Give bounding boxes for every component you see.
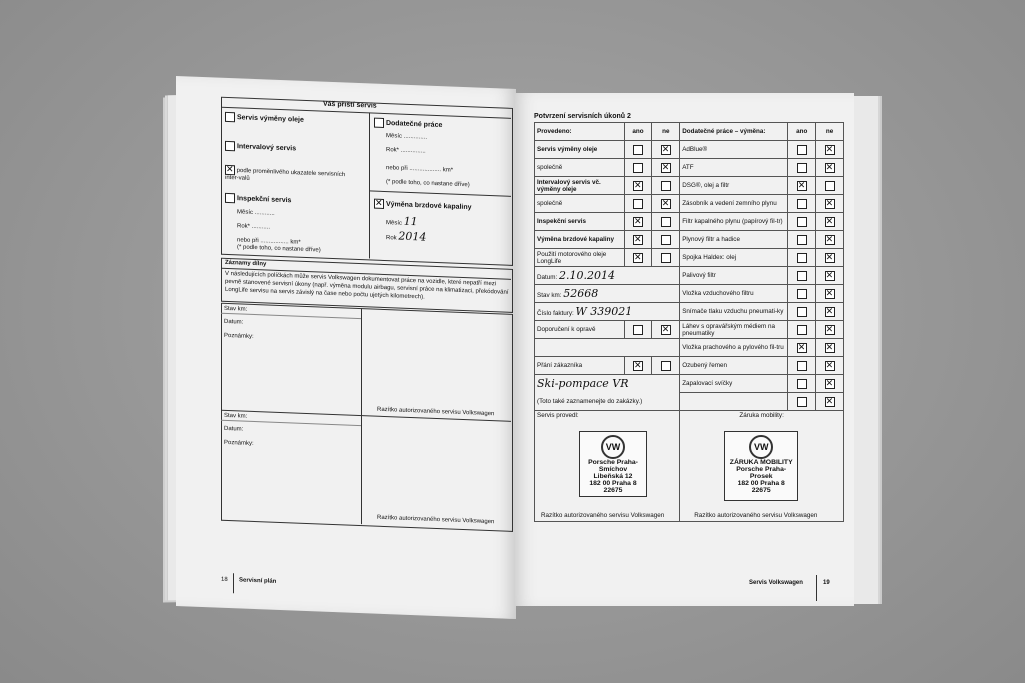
additional-label xyxy=(680,285,788,303)
workshop-records xyxy=(221,303,513,532)
yes-cell xyxy=(624,213,652,231)
checkbox[interactable] xyxy=(797,199,807,209)
table-row xyxy=(535,231,844,249)
yes-cell xyxy=(624,159,652,177)
yes-cell xyxy=(624,357,652,375)
service-label xyxy=(535,249,625,267)
service-text: Intervalový servis vč. výměny oleje xyxy=(537,178,601,193)
brake-year-handwritten: 2014 xyxy=(398,229,427,244)
additional-label xyxy=(680,249,788,267)
stamp-line: Porsche Praha-Prosek xyxy=(736,466,787,480)
mobility-stamp xyxy=(724,431,798,501)
no-cell xyxy=(652,321,680,339)
add-km-field: nebo při ................... km* xyxy=(386,165,454,174)
additional-text: AdBlue® xyxy=(682,146,708,153)
checkbox[interactable] xyxy=(825,217,835,227)
table-row xyxy=(535,267,844,285)
yes-cell xyxy=(788,357,816,375)
additional-text: Palivový filtr xyxy=(682,272,716,279)
yes-cell xyxy=(788,267,816,285)
checkbox[interactable] xyxy=(797,145,807,155)
yes-cell xyxy=(788,231,816,249)
additional-text: Plynový filtr a hadice xyxy=(682,236,740,243)
service-by-label: Servis provedl: xyxy=(537,412,579,419)
col-no: ne xyxy=(652,123,680,141)
additional-label xyxy=(680,267,788,285)
no-cell xyxy=(652,141,680,159)
col-additional: Dodatečné práce – výměna: xyxy=(680,123,788,141)
service-label xyxy=(535,231,625,249)
service-confirmation-table xyxy=(534,122,844,522)
stamp-label: Razítko autorizovaného servisu Volkswagen xyxy=(541,512,665,519)
checkbox[interactable] xyxy=(633,253,643,263)
stamp-line: 182 00 Praha 8 xyxy=(589,480,637,487)
service-label xyxy=(535,195,625,213)
left-page-content xyxy=(211,96,509,585)
vw-logo-icon: VW xyxy=(601,435,625,459)
right-page xyxy=(514,93,854,606)
month-field: Měsíc ............ xyxy=(237,209,275,217)
service-confirmation-title: Potvrzení servisních úkonů 2 xyxy=(534,113,631,120)
yes-cell xyxy=(788,339,816,357)
additional-label xyxy=(680,195,788,213)
service-text: Výměna brzdové kapaliny xyxy=(537,236,614,243)
yes-cell xyxy=(788,393,816,411)
checkbox[interactable] xyxy=(825,379,835,389)
table-row xyxy=(535,141,844,159)
yes-cell xyxy=(788,177,816,195)
checkbox[interactable] xyxy=(797,271,807,281)
divider xyxy=(369,112,370,258)
checkbox[interactable] xyxy=(825,325,835,335)
checkbox[interactable] xyxy=(633,145,643,155)
checkbox[interactable] xyxy=(374,118,384,128)
left-page xyxy=(176,76,516,619)
additional-label xyxy=(680,159,788,177)
checkbox[interactable] xyxy=(797,217,807,227)
checkbox[interactable] xyxy=(825,181,835,191)
stamp-label: Razítko autorizovaného servisu Volkswagen xyxy=(694,512,818,519)
no-cell xyxy=(816,159,844,177)
service-text: Inspekční servis xyxy=(537,218,587,225)
additional-work-label: Dodatečné práce xyxy=(385,119,443,130)
brake-month-handwritten: 11 xyxy=(403,214,418,229)
field-cell xyxy=(535,285,680,303)
additional-label xyxy=(680,141,788,159)
page-number: 18 xyxy=(221,576,228,583)
checkbox[interactable] xyxy=(825,235,835,245)
table-row xyxy=(535,321,844,339)
field-label: Stav km: xyxy=(537,292,562,299)
checkbox[interactable] xyxy=(797,289,807,299)
stamp-line: ZÁRUKA MOBILITY xyxy=(729,459,793,466)
checkbox[interactable] xyxy=(661,325,671,335)
checkbox[interactable] xyxy=(825,199,835,209)
checkbox[interactable] xyxy=(825,289,835,299)
additional-text: Zapalovací svíčky xyxy=(682,380,733,387)
service-text: Použití motorového oleje LongLife xyxy=(537,250,607,265)
checkbox[interactable] xyxy=(225,141,235,151)
indicator-note: podle proměnlivého ukazatele servisních inter-valů xyxy=(225,167,346,182)
brake-month-label: Měsíc xyxy=(386,220,403,227)
yes-cell xyxy=(624,321,652,339)
checkbox[interactable] xyxy=(661,361,671,371)
mobility-stamp-cell xyxy=(680,411,844,522)
additional-label xyxy=(680,375,788,393)
service-label xyxy=(535,357,625,375)
field-label: Číslo faktury: xyxy=(537,310,574,317)
field-label: (Toto také zaznamenejte do zakázky.) xyxy=(537,397,643,405)
empty-cell xyxy=(535,339,680,357)
service-label xyxy=(535,159,625,177)
field-cell xyxy=(535,375,680,393)
checkbox[interactable] xyxy=(633,325,643,335)
additional-label xyxy=(680,357,788,375)
service-label xyxy=(535,141,625,159)
stamp-line: Porsche Praha-Smíchov xyxy=(588,459,638,473)
service-text: společně xyxy=(537,164,563,171)
checkbox[interactable] xyxy=(661,235,671,245)
add-year-field: Rok* ............... xyxy=(386,147,426,155)
checkbox-checked[interactable] xyxy=(374,199,384,209)
table-row xyxy=(535,249,844,267)
no-cell xyxy=(816,339,844,357)
additional-text: DSG®, olej a filtr xyxy=(682,182,730,189)
no-cell xyxy=(816,303,844,321)
yes-cell xyxy=(788,375,816,393)
checkbox[interactable] xyxy=(633,361,643,371)
stamp-label: Razítko autorizovaného servisu Volkswagen xyxy=(377,514,495,526)
mileage-label: Stav km: xyxy=(224,305,248,313)
checkbox[interactable] xyxy=(797,253,807,263)
additional-text: Ozubený řemen xyxy=(682,362,728,369)
col-no: ne xyxy=(816,123,844,141)
no-cell xyxy=(816,321,844,339)
yes-cell xyxy=(788,159,816,177)
checkbox[interactable] xyxy=(825,163,835,173)
service-stamp-cell xyxy=(535,411,680,522)
page-number: 19 xyxy=(823,580,830,586)
interval-service-label: Intervalový servis xyxy=(236,143,297,153)
service-label xyxy=(535,213,625,231)
no-cell xyxy=(816,195,844,213)
service-label xyxy=(535,321,625,339)
km-field: nebo při ................. km* xyxy=(237,237,301,246)
checkbox[interactable] xyxy=(797,343,807,353)
checkbox[interactable] xyxy=(633,163,643,173)
no-cell xyxy=(816,357,844,375)
notes-label: Poznámky: xyxy=(224,439,254,447)
footer-label: Servis Volkswagen xyxy=(749,580,803,586)
service-text: Doporučení k opravě xyxy=(537,326,596,333)
additional-label xyxy=(680,213,788,231)
no-cell xyxy=(816,267,844,285)
service-table-wrapper xyxy=(534,122,844,522)
checkbox[interactable] xyxy=(825,253,835,263)
col-yes: ano xyxy=(624,123,652,141)
additional-text: Láhev s opravářským médiem na pneumatiky xyxy=(682,322,775,337)
checkbox[interactable] xyxy=(797,325,807,335)
no-cell xyxy=(816,249,844,267)
page-stack-right xyxy=(850,96,878,604)
no-cell xyxy=(816,393,844,411)
checkbox[interactable] xyxy=(797,163,807,173)
field-cell xyxy=(535,267,680,285)
table-row xyxy=(535,285,844,303)
brake-year-label: Rok xyxy=(386,235,397,242)
yes-cell xyxy=(788,303,816,321)
checkbox[interactable] xyxy=(797,379,807,389)
records-title: Záznamy dílny xyxy=(225,259,267,268)
handwritten-value: 2.10.2014 xyxy=(559,269,616,282)
service-label xyxy=(535,177,625,195)
next-service-header: Váš příští servis xyxy=(323,100,377,110)
additional-text: Snímače tlaku vzduchu pneumati-ky xyxy=(682,308,784,315)
table-row xyxy=(535,213,844,231)
yes-cell xyxy=(624,177,652,195)
additional-text: ATF xyxy=(682,164,694,171)
table-row xyxy=(535,393,844,411)
additional-label xyxy=(680,177,788,195)
checkbox[interactable] xyxy=(825,271,835,281)
yes-cell xyxy=(788,195,816,213)
checkbox[interactable] xyxy=(825,361,835,371)
additional-text: Vložka vzduchového filtru xyxy=(682,290,754,297)
table-row xyxy=(535,357,844,375)
no-cell xyxy=(652,195,680,213)
yes-cell xyxy=(788,285,816,303)
yes-cell xyxy=(788,249,816,267)
brake-month-field xyxy=(386,214,418,228)
no-cell xyxy=(816,231,844,249)
stamp-line: Libeňská 12 xyxy=(593,473,633,480)
brake-fluid-label: Výměna brzdové kapaliny xyxy=(385,200,472,212)
stamp-line: 182 00 Praha 8 xyxy=(737,480,785,487)
no-cell xyxy=(816,285,844,303)
service-text: Servis výměny oleje xyxy=(537,146,598,153)
yes-cell xyxy=(788,321,816,339)
no-cell xyxy=(652,177,680,195)
no-cell xyxy=(652,357,680,375)
footer-label: Servisní plán xyxy=(239,577,277,585)
table-row xyxy=(535,195,844,213)
stamp-label: Razítko autorizovaného servisu Volkswagen xyxy=(377,406,495,418)
checkbox[interactable] xyxy=(825,397,835,407)
additional-label xyxy=(680,339,788,357)
checkbox[interactable] xyxy=(661,181,671,191)
checkbox[interactable] xyxy=(797,235,807,245)
yes-cell xyxy=(624,195,652,213)
additional-text: Vložka prachového a pylového fil-tru xyxy=(682,344,784,351)
table-row xyxy=(535,339,844,357)
brake-year-field xyxy=(386,229,426,244)
table-row xyxy=(535,375,844,393)
col-done: Provedeno: xyxy=(535,123,625,141)
checkbox[interactable] xyxy=(661,199,671,209)
no-cell xyxy=(816,141,844,159)
yes-cell xyxy=(788,141,816,159)
checkbox[interactable] xyxy=(633,181,643,191)
service-text: společně xyxy=(537,200,563,207)
year-field: Rok* ........... xyxy=(237,223,271,231)
additional-label xyxy=(680,393,788,411)
checkbox[interactable] xyxy=(633,217,643,227)
no-cell xyxy=(816,375,844,393)
checkbox[interactable] xyxy=(225,193,235,203)
checkbox[interactable] xyxy=(633,199,643,209)
whichever-note: (* podle toho, co nastane dříve) xyxy=(237,244,321,254)
table-row xyxy=(535,303,844,321)
checkbox-checked[interactable] xyxy=(225,165,235,175)
checkbox[interactable] xyxy=(661,163,671,173)
additional-text: Zásobník a vedení zemního plynu xyxy=(682,200,777,207)
no-cell xyxy=(816,177,844,195)
table-row xyxy=(535,177,844,195)
stamp-line: 22675 xyxy=(603,487,623,494)
checkbox[interactable] xyxy=(797,397,807,407)
additional-text: Filtr kapalného plynu (papírový fil-tr) xyxy=(682,218,783,225)
right-page-content xyxy=(534,113,844,522)
checkbox[interactable] xyxy=(797,181,807,191)
add-whichever-note: (* podle toho, co nastane dříve) xyxy=(386,179,470,189)
mileage-label: Stav km: xyxy=(224,412,248,420)
date-label: Datum: xyxy=(224,425,244,433)
field-label: Datum: xyxy=(537,274,558,281)
divider xyxy=(816,575,817,601)
checkbox[interactable] xyxy=(825,145,835,155)
stamp-line: 22675 xyxy=(751,487,771,494)
date-label: Datum: xyxy=(224,318,244,326)
additional-label xyxy=(680,231,788,249)
yes-cell xyxy=(624,141,652,159)
yes-cell xyxy=(624,249,652,267)
records-text: V následujících políčkách může servis Volkswagen dokumentovat práce na vozidle, které nepatří mezi pevně stanovené servisní úkony (např. výměna modulu airbagu, servisní práce na klimatizaci, překódování LongLife servisu na servis závislý na čase nebo počtu ujetých kilometrech). xyxy=(225,270,509,301)
checkbox[interactable] xyxy=(225,112,235,122)
checkbox[interactable] xyxy=(661,217,671,227)
field-cell xyxy=(535,393,680,411)
checkbox[interactable] xyxy=(661,253,671,263)
table-row xyxy=(535,159,844,177)
service-text: Přání zákazníka xyxy=(537,362,583,369)
checkbox[interactable] xyxy=(797,307,807,317)
notes-label: Poznámky: xyxy=(224,332,254,340)
handwritten-value: Ski-pompace VR xyxy=(537,377,629,391)
no-cell xyxy=(652,159,680,177)
divider xyxy=(233,573,234,593)
additional-text: Spojka Haldex: olej xyxy=(682,254,737,261)
no-cell xyxy=(652,249,680,267)
stamp-row xyxy=(535,411,844,522)
handwritten-value: W 339021 xyxy=(575,305,633,318)
no-cell xyxy=(652,231,680,249)
inspection-label: Inspekční servis xyxy=(236,195,292,205)
checkbox[interactable] xyxy=(797,361,807,371)
vw-logo-icon: VW xyxy=(749,435,773,459)
handwritten-value: 52668 xyxy=(563,287,599,300)
field-cell xyxy=(535,303,680,321)
table-header xyxy=(535,123,844,141)
checkbox[interactable] xyxy=(825,343,835,353)
checkbox[interactable] xyxy=(661,145,671,155)
checkbox[interactable] xyxy=(825,307,835,317)
add-month-field: Měsíc .............. xyxy=(386,133,428,141)
no-cell xyxy=(652,213,680,231)
additional-label xyxy=(680,303,788,321)
no-cell xyxy=(816,213,844,231)
yes-cell xyxy=(788,213,816,231)
col-yes: ano xyxy=(788,123,816,141)
yes-cell xyxy=(624,231,652,249)
additional-label xyxy=(680,321,788,339)
checkbox[interactable] xyxy=(633,235,643,245)
oil-service-label: Servis výměny oleje xyxy=(236,114,304,124)
dealer-stamp xyxy=(579,431,647,497)
mobility-label: Záruka mobility: xyxy=(739,412,784,419)
